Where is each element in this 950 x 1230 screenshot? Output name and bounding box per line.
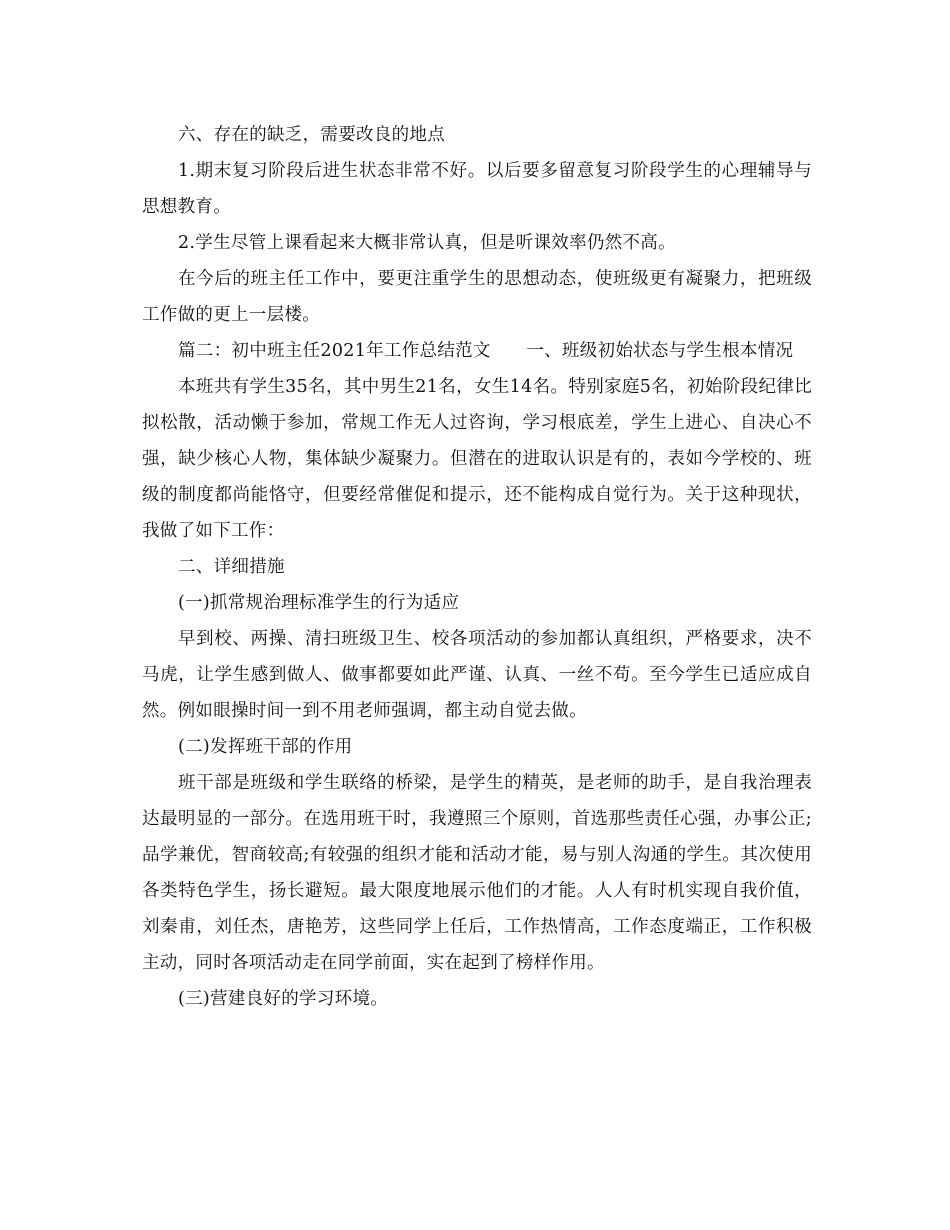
paragraph-class-overview: 本班共有学生35名，其中男生21名，女生14名。特别家庭5名，初始阶段纪律比拟松散，活动懒于参加，常规工作无人过咨询，学习根底差，学生上进心、自决心不强，缺少核心人物，集体缺少凝聚力。但潜在的进取认识是有的，表如今学校的、班级的制度都尚能恪守，但要经常催促和提示，还不能构成自觉行为。关于这种现状，我做了如下工作： <box>142 377 812 541</box>
paragraph-measures-heading: 二、详细措施 <box>178 557 285 577</box>
paragraph-point-one: 1.期末复习阶段后进生状态非常不好。以后要多留意复习阶段学生的心理辅导与思想教育。 <box>142 161 812 217</box>
paragraph-part-two-title: 篇二：初中班主任2021年工作总结范文 一、班级初始状态与学生根本情况 <box>178 341 794 361</box>
paragraph-class-cadres: 班干部是班级和学生联络的桥梁，是学生的精英，是老师的助手，是自我治理表达最明显的一部分。在选用班干时，我遵照三个原则，首选那些责任心强，办事公正;品学兼优，智商较高;有较强的组织才能和活动才能，易与别人沟通的学生。其次使用各类特色学生，扬长避短。最大限度地展示他们的才能。人人有时机实现自我价值，刘秦甫，刘任杰，唐艳芳，这些同学上任后，工作热情高，工作态度端正，工作积极主动，同时各项活动走在同学前面，实在起到了榜样作用。 <box>142 773 812 973</box>
paragraph-subheading-one: (一)抓常规治理标准学生的行为适应 <box>178 593 460 613</box>
paragraph-section-six-heading: 六、存在的缺乏，需要改良的地点 <box>178 125 445 145</box>
paragraph-point-two: 2.学生尽管上课看起来大概非常认真，但是听课效率仍然不高。 <box>178 233 676 253</box>
document-body <box>142 117 812 1017</box>
paragraph-routine-management: 早到校、两操、清扫班级卫生、校各项活动的参加都认真组织，严格要求，决不马虎，让学生感到做人、做事都要如此严谨、认真、一丝不苟。至今学生已适应成自然。例如眼操时间一到不用老师强调，都主动自觉去做。 <box>142 629 812 721</box>
paragraph-future-work: 在今后的班主任工作中，要更注重学生的思想动态，使班级更有凝聚力，把班级工作做的更上一层楼。 <box>142 269 812 325</box>
paragraph-subheading-three: (三)营建良好的学习环境。 <box>178 989 389 1009</box>
paragraph-subheading-two: (二)发挥班干部的作用 <box>178 737 353 757</box>
